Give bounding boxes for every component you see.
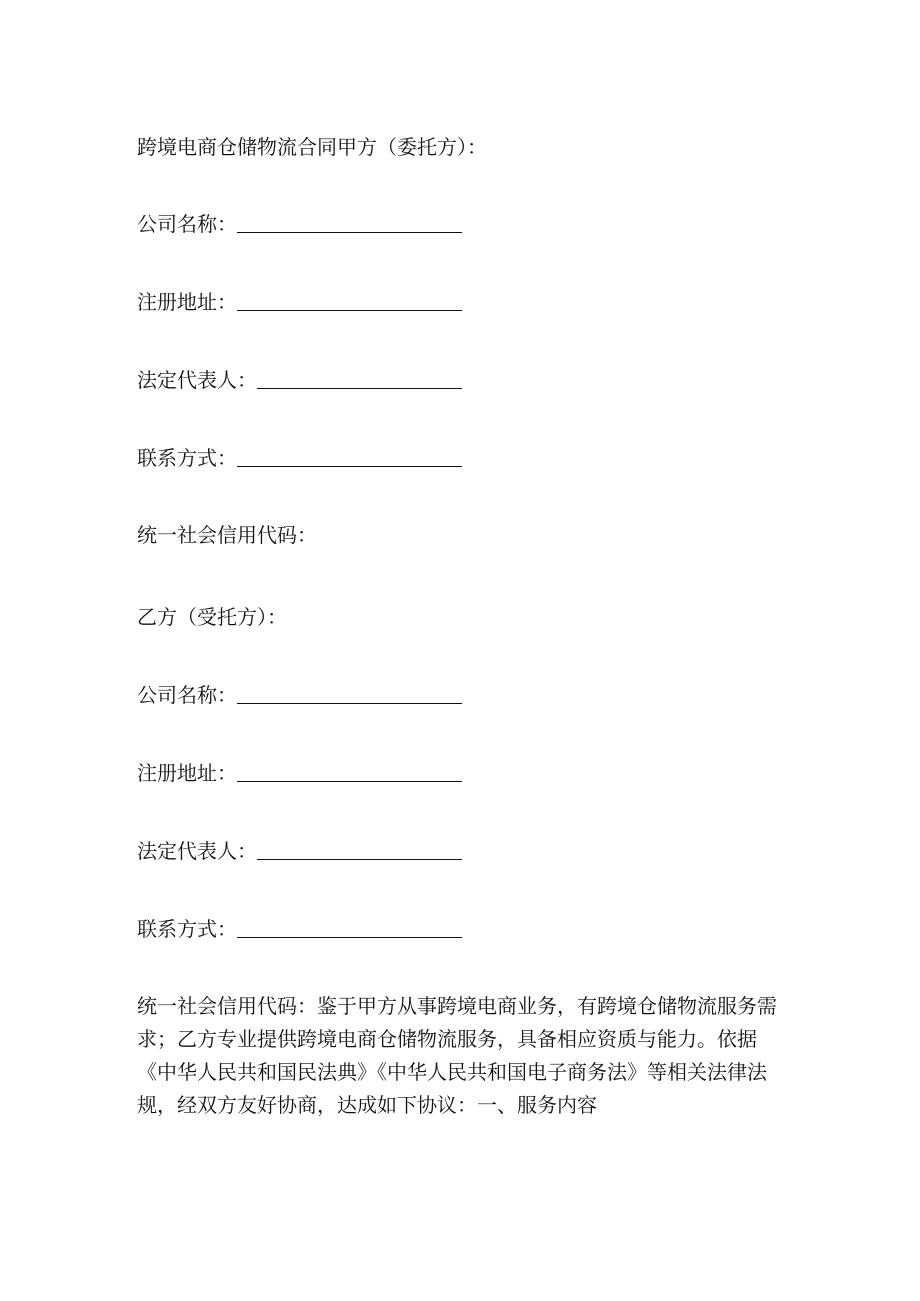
party-a-address-row [137, 289, 462, 315]
party-a-address-label: 注册地址： [137, 290, 237, 314]
party-a-address-blank[interactable] [237, 292, 462, 311]
contract-title-line [137, 134, 487, 160]
party-a-company-label: 公司名称： [137, 212, 237, 236]
party-b-rep-row [137, 838, 462, 864]
party-b-contact-row [137, 916, 462, 942]
party-b-heading: 乙方（受托方）： [137, 605, 287, 629]
party-a-credit-label: 统一社会信用代码： [137, 523, 317, 547]
party-b-address-label: 注册地址： [137, 761, 237, 785]
party-b-contact-blank[interactable] [237, 919, 462, 938]
preamble-line-2: 求；乙方专业提供跨境电商仓储物流服务，具备相应资质与能力。依据 [137, 1027, 757, 1051]
party-b-company-blank[interactable] [237, 685, 462, 704]
party-b-company-row [137, 682, 462, 708]
party-a-contact-blank[interactable] [237, 448, 462, 467]
party-b-contact-label: 联系方式： [137, 917, 237, 941]
party-b-address-blank[interactable] [237, 763, 462, 782]
party-a-rep-label: 法定代表人： [137, 368, 257, 392]
party-b-heading-row [137, 604, 287, 630]
party-b-company-label: 公司名称： [137, 683, 237, 707]
party-b-rep-blank[interactable] [257, 841, 462, 860]
contract-title: 跨境电商仓储物流合同甲方（委托方）： [137, 135, 487, 159]
party-a-company-row [137, 211, 462, 237]
party-a-rep-row [137, 367, 462, 393]
preamble-paragraph [137, 990, 787, 1122]
party-a-rep-blank[interactable] [257, 370, 462, 389]
preamble-line-3: 《中华人民共和国民法典》《中华人民共和国电子商务法》等相关法律法 [137, 1060, 767, 1084]
preamble-line-4: 规，经双方友好协商，达成如下协议：一、服务内容 [137, 1093, 597, 1117]
party-a-credit-row [137, 522, 317, 548]
party-a-company-blank[interactable] [237, 214, 462, 233]
party-a-contact-row [137, 445, 462, 471]
preamble-line-1: 统一社会信用代码：鉴于甲方从事跨境电商业务，有跨境仓储物流服务需 [137, 994, 777, 1018]
party-b-address-row [137, 760, 462, 786]
party-b-rep-label: 法定代表人： [137, 839, 257, 863]
party-a-contact-label: 联系方式： [137, 446, 237, 470]
